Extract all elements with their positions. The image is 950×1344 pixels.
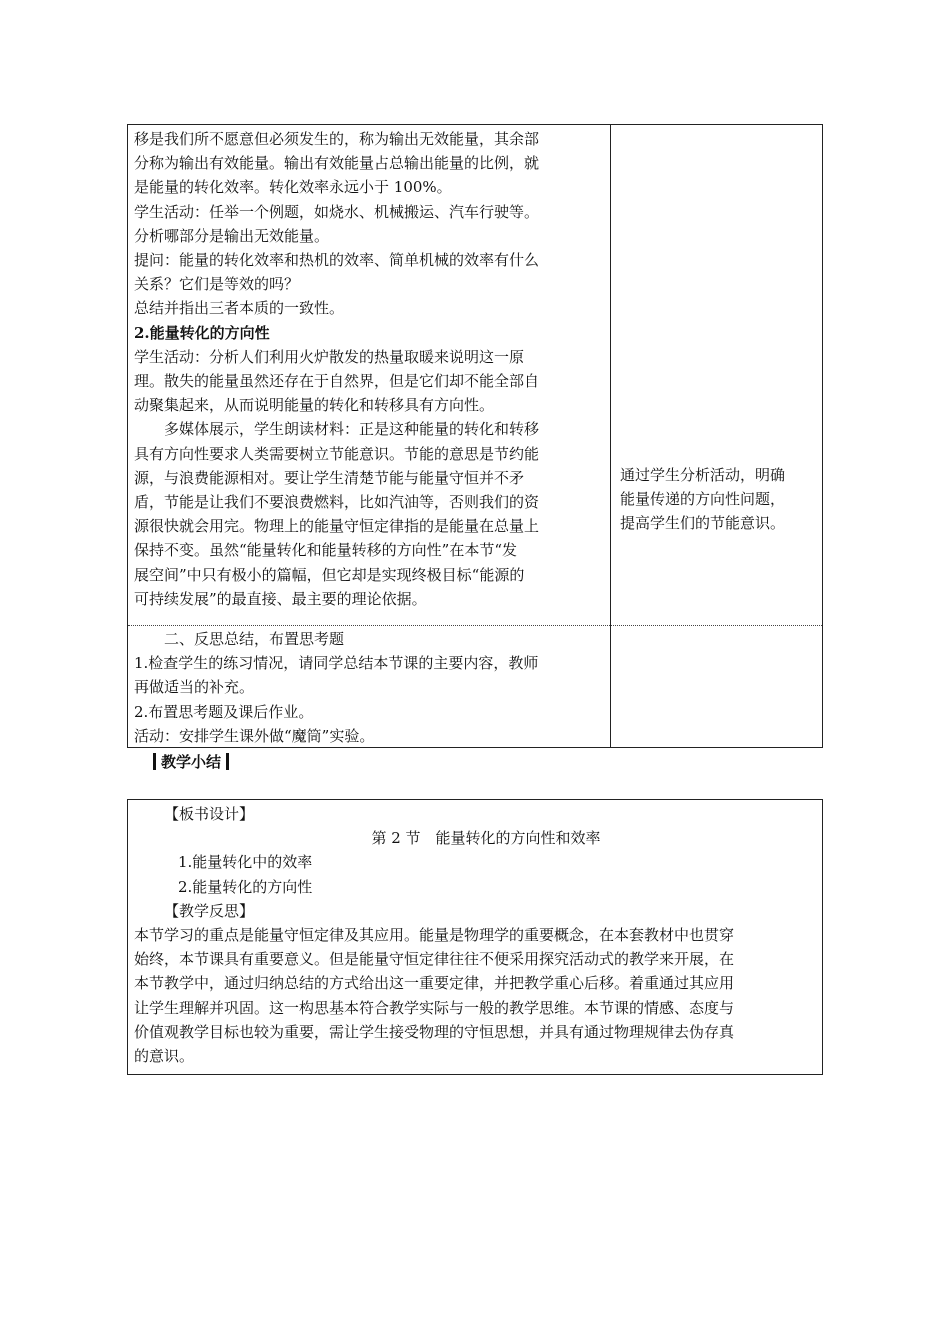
reflection-line: 价值观教学目标也较为重要，需让学生接受物理的守恒思想，并具有通过物理规律去伪存真 bbox=[134, 1022, 735, 1041]
content-line: 2.布置思考题及课后作业。 bbox=[134, 702, 314, 721]
content-line: 是能量的转化效率。转化效率永远小于 100%。 bbox=[134, 178, 452, 197]
design-intent-cell bbox=[620, 463, 815, 536]
content-line: 分析哪部分是输出无效能量。 bbox=[134, 226, 330, 245]
content-line: 学生活动：分析人们利用火炉散发的热量取暖来说明这一原 bbox=[134, 347, 525, 366]
content-line: 总结并指出三者本质的一致性。 bbox=[134, 299, 345, 318]
content-line: 盾，节能是让我们不要浪费燃料，比如汽油等，否则我们的资 bbox=[134, 493, 540, 512]
board-title: 第 2 节 能量转化的方向性和效率 bbox=[371, 829, 601, 848]
content-line: 关系？它们是等效的吗？ bbox=[134, 275, 300, 294]
heading-bar-right bbox=[226, 753, 229, 770]
content-line: 理。散失的能量虽然还存在于自然界，但是它们却不能全部自 bbox=[134, 372, 540, 391]
board-item: 2.能量转化的方向性 bbox=[178, 877, 313, 896]
row-divider bbox=[128, 625, 822, 626]
column-divider bbox=[610, 125, 611, 747]
content-line: 再做适当的补充。 bbox=[134, 678, 255, 697]
teaching-summary-heading bbox=[148, 751, 234, 772]
reflection-assignment-cell bbox=[134, 627, 600, 748]
content-line: 具有方向性要求人类需要树立节能意识。节能的意思是节约能 bbox=[134, 444, 540, 463]
content-line: 展空间”中只有极小的篇幅，但它却是实现终极目标“能源的 bbox=[134, 565, 525, 584]
content-line: 保持不变。虽然“能量转化和能量转移的方向性”在本节“发 bbox=[134, 541, 518, 560]
summary-content bbox=[134, 802, 818, 1068]
summary-table bbox=[127, 799, 823, 1075]
board-design-heading: 【板书设计】 bbox=[164, 805, 255, 823]
lesson-process-table bbox=[127, 124, 823, 748]
reflection-heading: 【教学反思】 bbox=[164, 901, 255, 920]
reflection-line: 始终，本节课具有重要意义。但是能量守恒定律往往不便采用探究活动式的教学来开展，在 bbox=[134, 950, 735, 969]
reflection-line: 本节学习的重点是能量守恒定律及其应用。能量是物理学的重要概念，在本套教材中也贯穿 bbox=[134, 926, 735, 945]
content-line: 移是我们所不愿意但必须发生的，称为输出无效能量，其余部 bbox=[134, 130, 540, 148]
content-line: 分称为输出有效能量。输出有效能量占总输出能量的比例，就 bbox=[134, 154, 540, 173]
board-item: 1.能量转化中的效率 bbox=[178, 853, 313, 872]
reflection-line: 的意识。 bbox=[134, 1047, 195, 1066]
content-line: 学生活动：任举一个例题，如烧水、机械搬运、汽车行驶等。 bbox=[134, 202, 540, 221]
content-line: 活动：安排学生课外做“魔筒”实验。 bbox=[134, 726, 375, 745]
intent-line: 通过学生分析活动，明确 bbox=[620, 466, 786, 484]
reflection-line: 让学生理解并巩固。这一构思基本符合教学实际与一般的教学思维。本节课的情感、态度与 bbox=[134, 998, 735, 1017]
section-title: 2.能量转化的方向性 bbox=[134, 323, 270, 342]
heading-bar-left bbox=[153, 753, 156, 770]
content-line: 1.检查学生的练习情况，请同学总结本节课的主要内容，教师 bbox=[134, 654, 539, 673]
reflection-line: 本节教学中，通过归纳总结的方式给出这一重要定律，并把教学重心后移。着重通过其应用 bbox=[134, 974, 735, 993]
teaching-content-cell bbox=[134, 127, 600, 611]
section-title: 二、反思总结，布置思考题 bbox=[164, 630, 345, 648]
intent-line: 能量传递的方向性问题， bbox=[620, 490, 786, 509]
heading-text: 教学小结 bbox=[161, 753, 222, 771]
content-line: 提问：能量的转化效率和热机的效率、简单机械的效率有什么 bbox=[134, 251, 540, 270]
content-line: 动聚集起来，从而说明能量的转化和转移具有方向性。 bbox=[134, 396, 495, 415]
content-line: 多媒体展示，学生朗读材料：正是这种能量的转化和转移 bbox=[164, 420, 540, 439]
content-line: 源，与浪费能源相对。要让学生清楚节能与能量守恒并不矛 bbox=[134, 468, 525, 487]
content-line: 源很快就会用完。物理上的能量守恒定律指的是能量在总量上 bbox=[134, 517, 540, 536]
intent-line: 提高学生们的节能意识。 bbox=[620, 514, 786, 533]
content-line: 可持续发展”的最直接、最主要的理论依据。 bbox=[134, 589, 427, 608]
